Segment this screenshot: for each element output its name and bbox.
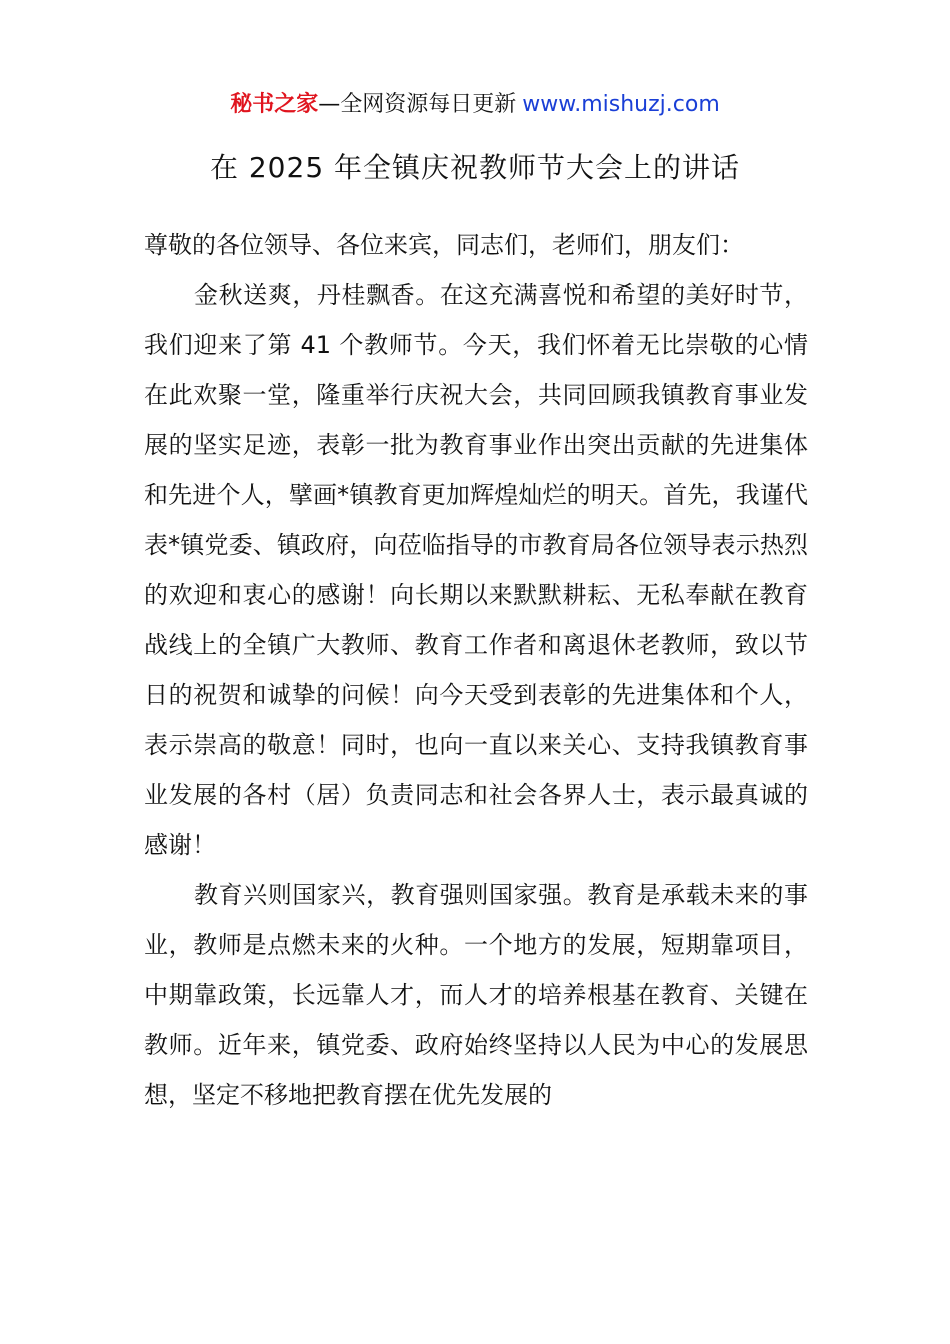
brand-name: 秘书之家	[230, 92, 319, 117]
salutation: 尊敬的各位领导、各位来宾，同志们，老师们，朋友们：	[144, 231, 744, 259]
paragraph-1: 金秋送爽，丹桂飘香。在这充满喜悦和希望的美好时节，我们迎来了第 41 个教师节。今天，我们怀着无比崇敬的心情在此欢聚一堂，隆重举行庆祝大会，共同回顾我镇教育事业发展的坚实足迹，表彰一批为教育事业作出突出贡献的先进集体和先进个人，擘画*镇教育更加辉煌灿烂的明天。首先，我谨代表*镇党委、镇政府，向莅临指导的市教育局各位领导表示热烈的欢迎和衷心的感谢！向长期以来默默耕耘、无私奉献在教育战线上的全镇广大教师、教育工作者和离退休老教师，致以节日的祝贺和诚挚的问候！向今天受到表彰的先进集体和个人，表示崇高的敬意！同时，也向一直以来关心、支持我镇教育事业发展的各村（居）负责同志和社会各界人士，表示最真诚的感谢！	[144, 281, 808, 859]
document-title: 在 2025 年全镇庆祝教师节大会上的讲话	[209, 151, 741, 184]
site-url-link[interactable]: www.mishuzj.com	[522, 92, 720, 117]
site-header	[0, 88, 950, 122]
document-body	[144, 220, 808, 1120]
paragraph-2: 教育兴则国家兴，教育强则国家强。教育是承载未来的事业，教师是点燃未来的火种。一个地方的发展，短期靠项目，中期靠政策，长远靠人才，而人才的培养根基在教育、关键在教师。近年来，镇党委、政府始终坚持以人民为中心的发展思想，坚定不移地把教育摆在优先发展的	[144, 881, 808, 1109]
header-tagline: —全网资源每日更新	[318, 92, 517, 117]
